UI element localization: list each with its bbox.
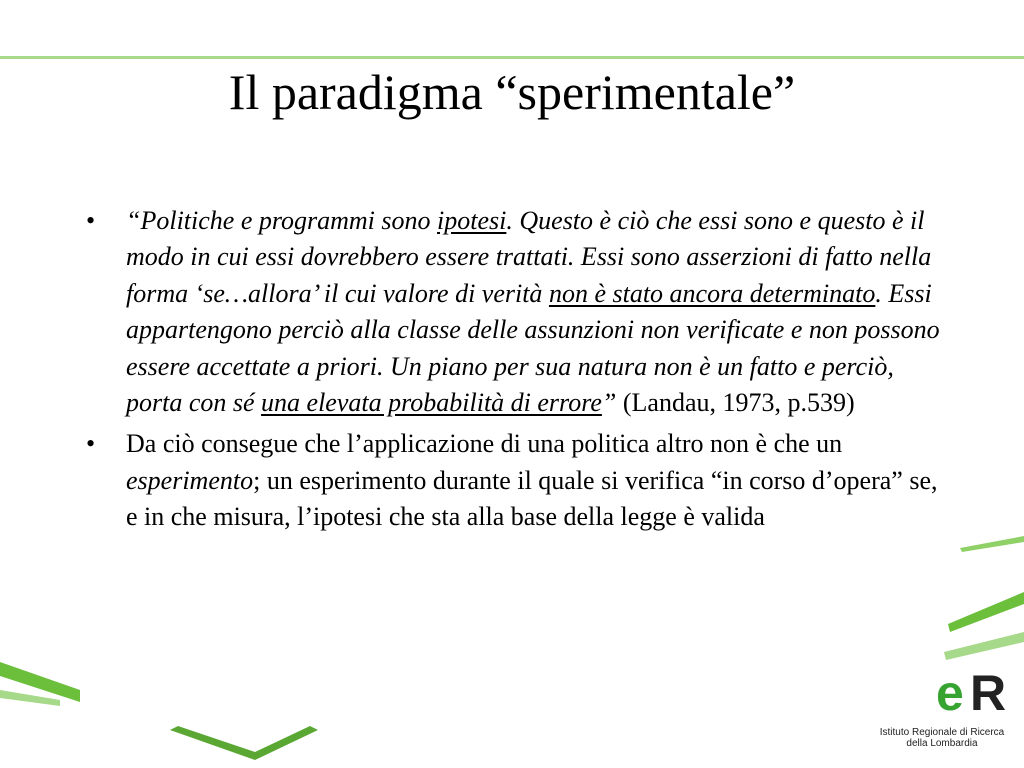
bottom-chevron: [170, 726, 318, 760]
top-green-rule: [0, 56, 1024, 59]
bullet-item-esperimento: [82, 426, 952, 535]
quote-text: . Essi appartengono perciò alla classe delle assunzioni non verificate e non possono essere accettate a priori. Un piano per sua natura non è un fatto e perciò, porta con sé: [126, 278, 940, 418]
bullet-item-quote: [82, 203, 952, 421]
logo-letter-r: R: [970, 665, 1007, 721]
quote-close-mark: ”: [601, 388, 617, 418]
left-swoosh-1: [0, 662, 80, 702]
citation: (Landau, 1973, p.539): [616, 388, 855, 418]
logo-caption: [862, 727, 1022, 749]
logo-letter-e: e: [936, 665, 964, 721]
quote-text: . Questo è ciò che essi sono e questo è il modo in cui essi dovrebbero essere trattati. Essi sono asserzioni di fatto nella forma ‘se…allora’ il cui valore di verità: [126, 206, 932, 308]
bullet-text: ; un esperimento durante il quale si verifica “in corso d’opera” se, e in che misura, l’ipotesi che sta alla base della legge è valida: [126, 465, 938, 532]
bullet-marker: •: [86, 206, 96, 235]
right-swoosh-2: [948, 592, 1024, 632]
logo-caption-line2: della Lombardia: [906, 738, 978, 749]
bullet-marker: •: [86, 429, 96, 459]
quote-underline-determinato: non è stato ancora determinato: [548, 278, 876, 308]
bullet-list: [82, 203, 952, 536]
esperimento-italic: esperimento: [126, 465, 254, 495]
quote-underline-ipotesi: ipotesi: [437, 206, 507, 235]
quote-text: “Politiche e programmi sono: [126, 206, 438, 235]
bullet-text: Da ciò consegue che l’applicazione di una politica altro non è che un: [126, 429, 843, 459]
logo-caption-line1: Istituto Regionale di Ricerca: [879, 727, 1005, 738]
slide-title: Il paradigma “sperimentale”: [228, 64, 796, 120]
quote-underline-errore: una elevata probabilità di errore: [261, 388, 602, 418]
left-swoosh-2: [0, 690, 60, 706]
right-swoosh-3: [944, 632, 1024, 660]
right-swoosh-1: [960, 536, 1024, 552]
